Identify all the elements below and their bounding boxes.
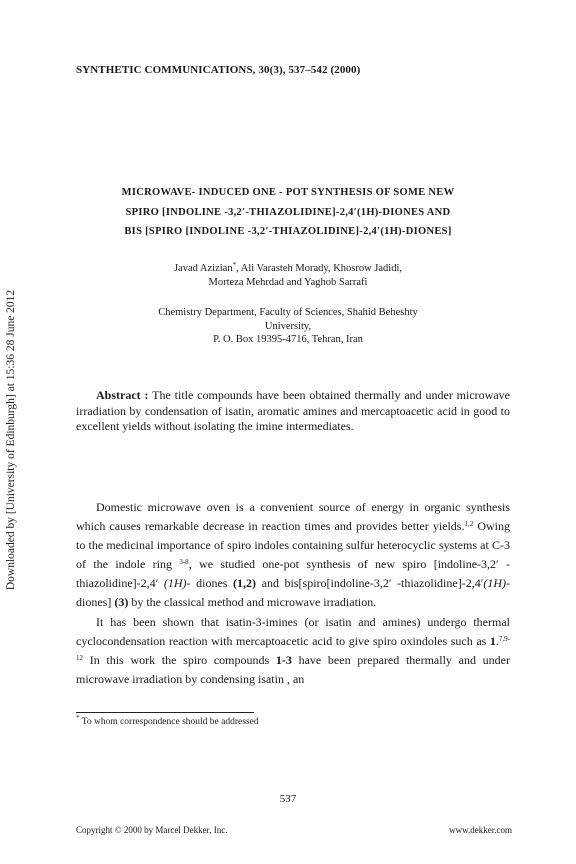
compound-ref: (1,2) [233,576,257,591]
correspondence-mark: * [232,261,237,269]
download-watermark [0,160,22,720]
citation: 1,2 [464,520,474,529]
body-text [76,498,510,689]
compound-ref: 1 [489,633,496,648]
abstract-text: The title compounds have been obtained thermally and under microwave irradiation by condensation of isatin, aromatic amines and mercaptoacetic acid in good to excellent yields without isolating the imine intermediates. [76,388,510,434]
abstract [76,388,510,435]
citation: 3-8 [179,558,189,567]
affiliation-line-3: P. O. Box 19395-4716, Tehran, Iran [213,334,363,345]
page-number: 537 [279,793,297,805]
publisher-website: www.dekker.com [449,825,512,835]
copyright-notice: Copyright © 2000 by Marcel Dekker, Inc. [76,825,228,835]
co-authors: , Ali Varasteh Morady, Khosrow Jadidi, [236,263,403,274]
affiliation-line-1: Chemistry Department, Faculty of Sciences, Shahid Beheshty [158,307,418,318]
paragraph-1: Domestic microwave oven is a convenient source of energy in organic synthesis which causes remarkable decrease in reaction times and provides better yields.$^{1,2}$ Owing to the medicinal importance of spiro indoles containing sulfur heterocyclic systems at C-3 of the indole ring $^{3-8}$, we studied one-pot synthesis of new spiro [indoline-3,2′ -thiazolidine]-2,4′ (1H)- diones (1,2) and bis[spiro[indoline-3,2′ -thiazolidine]-2,4′(1H)-diones] (3) by the classical method and microwave irradiation. [76,500,510,610]
paragraph-2: It has been shown that isatin-3-imines (or isatin and amines) undergo thermal cyclocondensation reaction with mercaptoacetic acid to give spiro oxindoles such as 1.$^{7,9-12}$ In this work the spiro compounds 1-3 have been prepared thermally and under microwave irradiation by condensing isatin , an [76,614,510,686]
download-watermark-text: Downloaded by [University of Edinburgh] at 15:36 28 June 2012 [5,289,17,591]
affiliation-line-2: University, [264,320,312,332]
article-title [76,183,500,242]
authors-line-1 [76,262,500,276]
compound-ref: (3) [114,595,129,610]
affiliation [76,306,500,347]
abstract-label: Abstract : [96,388,149,402]
first-author: Javad Azizian [173,263,233,274]
journal-reference: SYNTHETIC COMMUNICATIONS, 30(3), 537–542 (2000) [76,64,361,76]
title-line-3: BIS [SPIRO [INDOLINE -3,2′-THIAZOLIDINE]-2,4′(1H)-DIONES] [124,226,452,237]
title-line-2: SPIRO [INDOLINE -3,2′-THIAZOLIDINE]-2,4′(1H)-DIONES AND [125,206,451,218]
author-list [76,262,500,289]
authors-line-2: Morteza Mehrdad and Yaghob Sarrafi [208,276,368,288]
citation: 7,9-12 [76,634,510,662]
footnote-divider [76,712,254,713]
title-line-1: MICROWAVE- INDUCED ONE - POT SYNTHESIS OF SOME NEW [121,187,455,198]
footnote [76,714,259,727]
footnote-text: To whom correspondence should be addressed [79,717,259,727]
footnote-mark: * [76,714,80,722]
compound-ref: 1-3 [275,652,292,667]
